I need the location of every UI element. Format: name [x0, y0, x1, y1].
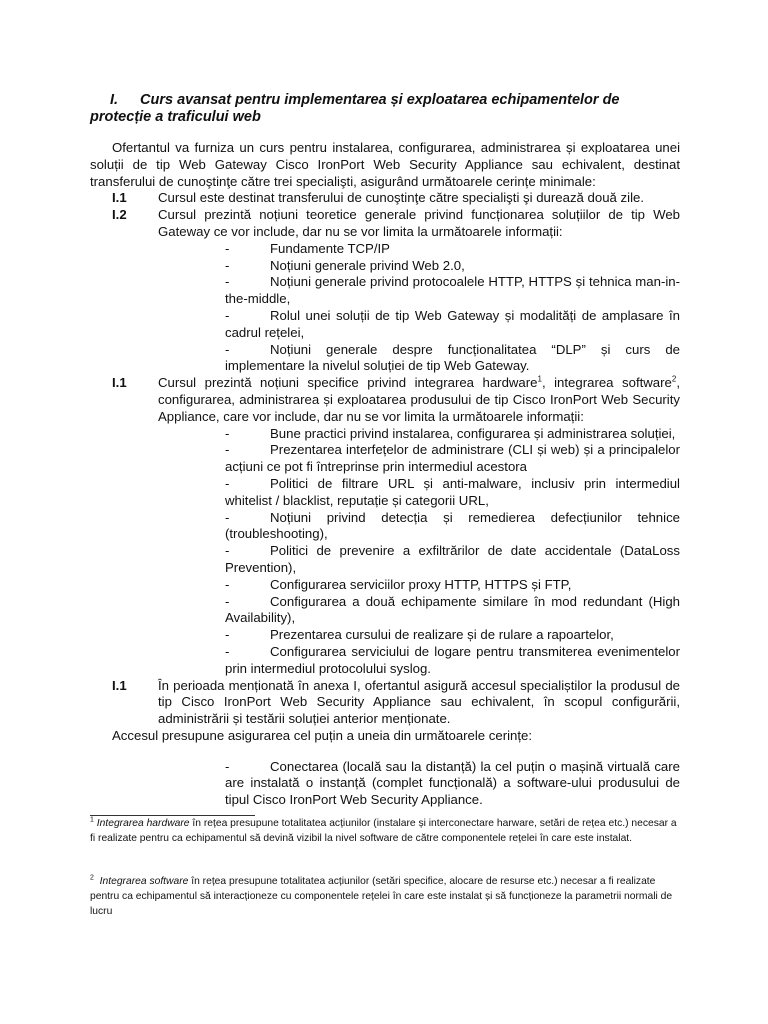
footnote-1	[90, 816, 680, 846]
list-item: - Configurarea a două echipamente similare în mod redundant (High Availability),	[225, 593, 680, 626]
bullet-list-specific	[112, 426, 680, 678]
footnote-term: Integrarea hardware	[96, 818, 190, 829]
access-paragraph: Accesul presupune asigurarea cel puțin a uneia din următoarele cerințe:	[112, 727, 533, 743]
requirement-item-1	[90, 190, 680, 207]
list-item: - Prezentarea interfețelor de administrare (CLI și web) și a principalelor acțiuni ce pot fi întreprinse prin intermediul acestora	[225, 442, 680, 475]
footnote-text: în rețea presupune totalitatea acțiunilor (instalare și interconectare harware, setări de rețea etc.) necesar a fi realizate pentru ca echipamentul să devină vizibil la nivel software de către componentele rețelei în care este instalat.	[90, 818, 677, 844]
section-heading	[90, 92, 680, 126]
list-item: - Noțiuni generale privind protocoalele HTTP, HTTPS și tehnica man-in-the-middle,	[225, 274, 680, 307]
list-item: - Prezentarea cursului de realizare și de rulare a rapoartelor,	[225, 627, 614, 643]
footnote-ref: 2	[671, 374, 677, 384]
footnote-text: în rețea presupune totalitatea acțiunilor (setări specifice, alocare de resurse etc.) necesar a fi realizate pentru ca echipamentul să interacționeze cu componentele rețelei în care este instalat și să funcționeze la parametrii normali de lucru	[90, 876, 673, 917]
requirement-item-3	[90, 375, 680, 425]
list-item: - Fundamente TCP/IP	[225, 240, 390, 256]
list-item: - Configurarea serviciilor proxy HTTP, HTTPS și FTP,	[225, 576, 572, 592]
bullet-list-theory	[112, 241, 680, 375]
intro-paragraph: Ofertantul va furniza un curs pentru instalarea, configurarea, administrarea și exploatarea unei soluții de tip Web Gateway Cisco IronPort Web Security Appliance sau echivalent, destinat transferului de cunoştinţe către trei specialişti, asigurând următoarele cerințe minimale:	[90, 140, 680, 189]
section-number: I.	[110, 92, 119, 108]
document-body	[90, 140, 680, 809]
list-item: - Bune practici privind instalarea, configurarea și administrarea soluției,	[225, 425, 676, 441]
item-label: I.1	[112, 375, 127, 391]
item-text: În perioada menționată în anexa I, ofertantul asigură accesul specialiștilor la produsul de tip Cisco IronPort Web Security Appliance sau echivalent, în scopul configurării, administrării și testării soluției anterior menționate.	[158, 677, 680, 727]
footnote-number: 1	[90, 816, 94, 824]
footnote-term: Integrarea software	[99, 876, 189, 887]
item-label: I.1	[112, 677, 127, 693]
requirement-item-4	[90, 678, 680, 728]
list-item: - Configurarea serviciului de logare pentru transmiterea evenimentelor prin intermediul protocolului syslog.	[225, 643, 680, 676]
item-text: Cursul este destinat transferului de cunoştinţe către specialişti şi durează două zile.	[158, 190, 644, 206]
list-item: - Noțiuni generale despre funcționalitatea “DLP” și curs de implementare la nivelul soluției de tip Web Gateway.	[225, 341, 680, 374]
list-item: - Conectarea (locală sau la distanță) la cel puțin o mașină virtuală care are instalată o instanță (complet funcțională) a software-ului produsului de tipul Cisco IronPort Web Security Appliance.	[225, 758, 680, 808]
item-label: I.2	[112, 207, 127, 223]
item-text: Cursul prezintă noțiuni specifice privind integrarea hardware$^1$, integrarea software$^2$, configurarea, administrarea și exploatarea produsului de tip Cisco IronPort Web Security Appliance, care vor include, dar nu se vor limita la următoarele informații:	[158, 374, 680, 424]
list-item: - Noțiuni privind detecția și remedierea defecțiunilor tehnice (troubleshooting),	[225, 509, 680, 542]
list-item: - Politici de prevenire a exfiltrărilor de date accidentale (DataLoss Prevention),	[225, 543, 680, 575]
footnote-2	[90, 874, 680, 919]
section-title: Curs avansat pentru implementarea și exploatarea echipamentelor de protecție a traficului web	[90, 92, 620, 125]
footnote-ref: 1	[537, 374, 542, 384]
footnote-number: 2	[90, 874, 94, 882]
requirement-item-2	[90, 207, 680, 241]
item-label: I.1	[112, 190, 127, 206]
list-item: - Noțiuni generale privind Web 2.0,	[225, 257, 465, 273]
item-text: Cursul prezintă noțiuni teoretice generale privind funcționarea soluțiilor de tip Web Gateway ce vor include, dar nu se vor limita la următoarele informații:	[158, 207, 680, 239]
bullet-list-access	[112, 759, 680, 809]
list-item: - Politici de filtrare URL și anti-malware, inclusiv prin intermediul whitelist / blacklist, reputație și categorii URL,	[225, 475, 680, 508]
list-item: - Rolul unei soluții de tip Web Gateway și modalități de amplasare în cadrul rețelei,	[225, 307, 680, 340]
